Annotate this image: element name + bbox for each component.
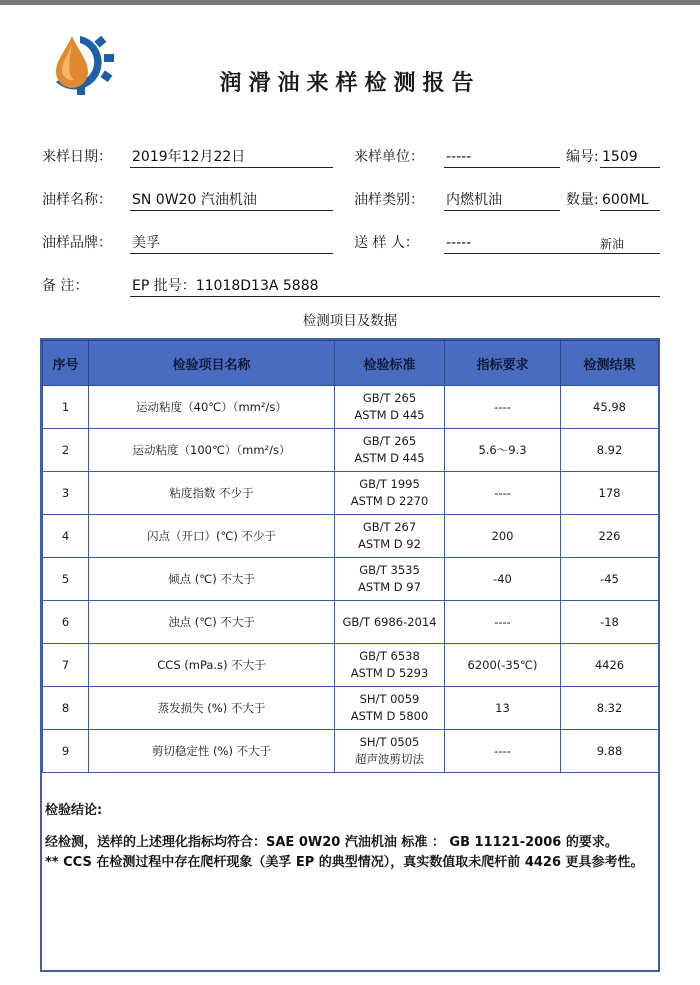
cell-standard (335, 687, 445, 730)
standard-line-2: ASTM D 2270 (350, 494, 429, 508)
cell-item: 闪点（开口）(℃) 不少于 (89, 515, 335, 558)
standard-line-2: ASTM D 5800 (350, 709, 429, 723)
sender-value: ----- (446, 235, 472, 251)
standard-line-1: GB/T 6986-2014 (342, 614, 437, 629)
table-row (43, 472, 659, 515)
standard-line-2: ASTM D 97 (358, 580, 421, 594)
quantity-value: 600ML (602, 192, 649, 208)
cell-requirement: ---- (445, 386, 561, 429)
col-header-no: 序号 (43, 341, 89, 386)
standard-line-1: GB/T 1995 (359, 477, 420, 491)
sample-unit-value: ----- (446, 149, 472, 165)
standard-line-2: ASTM D 92 (358, 537, 421, 551)
conclusion-block (45, 801, 655, 873)
cell-requirement: 13 (445, 687, 561, 730)
conclusion-heading: 检验结论: (45, 803, 103, 818)
serial-label: 编号: (566, 149, 599, 165)
cell-standard (335, 429, 445, 472)
cell-requirement: ---- (445, 472, 561, 515)
sender-label: 送 样 人： (354, 235, 419, 251)
cell-item: 运动粘度（100℃）（mm²/s） (89, 429, 335, 472)
brand-label: 油样品牌： (42, 235, 112, 251)
standard-line-1: SH/T 0505 (359, 735, 420, 749)
sample-date-underline (130, 167, 333, 168)
brand-underline (130, 253, 333, 254)
cell-no: 2 (43, 429, 89, 472)
conclusion-line-1: 经检测，送样的上述理化指标均符合：SAE 0W20 汽油机油 标准 ： GB 11121-2006 的要求。 (45, 835, 618, 850)
cell-requirement: -40 (445, 558, 561, 601)
cell-no: 3 (43, 472, 89, 515)
table-row (43, 386, 659, 429)
oil-category-underline (444, 210, 560, 211)
cell-result: 178 (561, 472, 659, 515)
cell-requirement: 5.6～9.3 (445, 429, 561, 472)
remark-value: EP 批号：11018D13A 5888 (132, 278, 319, 294)
status-value: 新油 (600, 237, 625, 251)
sample-date-value: 2019年12月22日 (132, 149, 246, 165)
standard-line-2: ASTM D 445 (354, 408, 425, 422)
cell-item: 蒸发损失 (%) 不大于 (89, 687, 335, 730)
cell-standard (335, 515, 445, 558)
test-results-table (42, 340, 659, 773)
standard-line-1: GB/T 265 (362, 434, 417, 448)
cell-no: 9 (43, 730, 89, 773)
conclusion-line-2: ** CCS 在检测过程中存在爬杆现象（美孚 EP 的典型情况），真实数值取未爬杆前 4426 更具参考性。 (45, 855, 644, 870)
cell-result: 226 (561, 515, 659, 558)
oil-category-label: 油样类别： (354, 192, 424, 208)
oil-name-value: SN 0W20 汽油机油 (132, 192, 257, 208)
sample-unit-label: 来样单位： (354, 149, 424, 165)
section-title: 检测项目及数据 (302, 313, 398, 329)
serial-value: 1509 (602, 149, 638, 165)
standard-line-1: GB/T 265 (362, 391, 417, 405)
brand-value: 美孚 (132, 235, 160, 251)
top-rule (0, 0, 700, 5)
oil-category-value: 内燃机油 (446, 192, 502, 208)
col-header-standard: 检验标准 (335, 341, 445, 386)
standard-line-1: GB/T 267 (362, 520, 417, 534)
serial-underline (600, 167, 660, 168)
col-header-requirement: 指标要求 (445, 341, 561, 386)
cell-standard (335, 558, 445, 601)
col-header-result: 检测结果 (561, 341, 659, 386)
standard-line-1: GB/T 6538 (359, 649, 420, 663)
table-row (43, 730, 659, 773)
table-row (43, 429, 659, 472)
cell-standard (335, 644, 445, 687)
cell-item: 运动粘度（40℃）（mm²/s） (89, 386, 335, 429)
table-row (43, 601, 659, 644)
cell-requirement: ---- (445, 730, 561, 773)
cell-item: 剪切稳定性 (%) 不大于 (89, 730, 335, 773)
cell-result: 45.98 (561, 386, 659, 429)
table-row (43, 558, 659, 601)
col-header-item: 检验项目名称 (89, 341, 335, 386)
cell-item: 粘度指数 不少于 (89, 472, 335, 515)
sample-unit-underline (444, 167, 560, 168)
remark-label: 备 注： (42, 278, 89, 294)
cell-item: CCS (mPa.s) 不大于 (89, 644, 335, 687)
cell-requirement: 200 (445, 515, 561, 558)
standard-line-1: SH/T 0059 (359, 692, 420, 706)
cell-standard (335, 601, 445, 644)
cell-result: 9.88 (561, 730, 659, 773)
cell-result: 8.32 (561, 687, 659, 730)
cell-result: -45 (561, 558, 659, 601)
standard-line-2: 超声波剪切法 (355, 752, 424, 766)
table-row (43, 515, 659, 558)
cell-no: 8 (43, 687, 89, 730)
test-results-panel (40, 338, 660, 972)
cell-no: 1 (43, 386, 89, 429)
cell-result: -18 (561, 601, 659, 644)
standard-line-2: ASTM D 5293 (350, 666, 429, 680)
cell-standard (335, 730, 445, 773)
standard-line-2: ASTM D 445 (354, 451, 425, 465)
table-row (43, 644, 659, 687)
table-row (43, 687, 659, 730)
cell-requirement: ---- (445, 601, 561, 644)
cell-result: 8.92 (561, 429, 659, 472)
sender-underline (444, 253, 560, 254)
quantity-underline (600, 210, 660, 211)
cell-no: 7 (43, 644, 89, 687)
status-underline (560, 253, 660, 254)
cell-no: 6 (43, 601, 89, 644)
sample-date-label: 来样日期： (42, 149, 112, 165)
cell-item: 浊点 (℃) 不大于 (89, 601, 335, 644)
oil-name-label: 油样名称： (42, 192, 112, 208)
quantity-label: 数量: (566, 192, 599, 208)
oil-name-underline (130, 210, 333, 211)
cell-standard (335, 386, 445, 429)
standard-line-1: GB/T 3535 (359, 563, 420, 577)
report-title: 润滑油来样检测报告 (219, 70, 481, 96)
cell-standard (335, 472, 445, 515)
cell-item: 倾点 (℃) 不大于 (89, 558, 335, 601)
cell-no: 4 (43, 515, 89, 558)
cell-no: 5 (43, 558, 89, 601)
cell-result: 4426 (561, 644, 659, 687)
table-header-row (43, 341, 659, 386)
remark-underline (130, 296, 660, 297)
cell-requirement: 6200(-35℃) (445, 644, 561, 687)
